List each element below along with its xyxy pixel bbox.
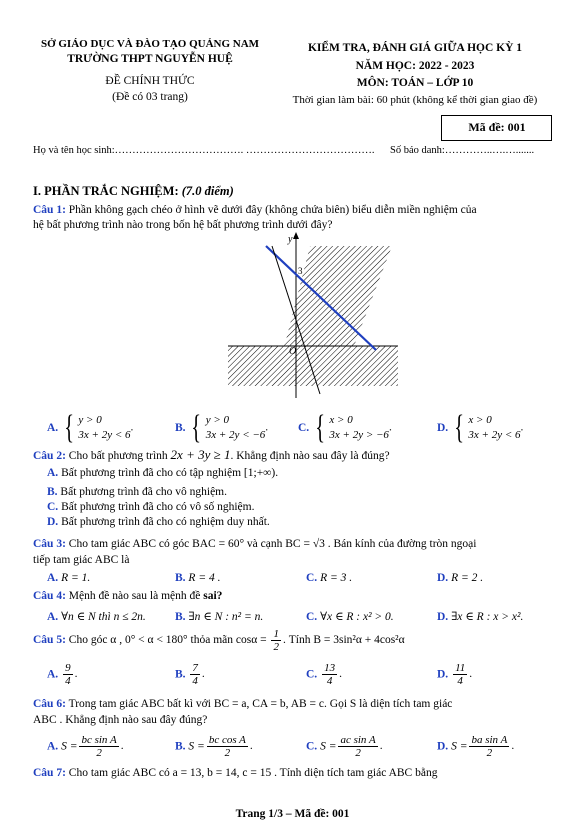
q3-option-c-text: R = 3 . bbox=[320, 572, 353, 584]
q5-option-b-den: 4 bbox=[192, 675, 198, 687]
q1-option-c-letter: C. bbox=[298, 422, 310, 434]
q3-option-a bbox=[47, 572, 90, 584]
q1-option-a-line1: y > 0 bbox=[78, 414, 102, 426]
student-name-line: Họ và tên học sinh:………………………………. ………………………………. bbox=[33, 145, 375, 156]
q5-option-b: B. $\frac{7}{4}$ . bbox=[175, 662, 205, 687]
q4-option-d-letter: D. bbox=[437, 611, 449, 623]
q4-option-c-text: ∀x ∈ R : x² > 0. bbox=[320, 611, 394, 623]
q5-option-d-letter: D. bbox=[437, 668, 449, 681]
q6-stem-1 bbox=[33, 698, 452, 710]
q6-option-a-letter: A. bbox=[47, 740, 59, 753]
q3-option-c-letter: C. bbox=[306, 572, 318, 584]
exam-title: KIỂM TRA, ĐÁNH GIÁ GIỮA HỌC KỲ 1 bbox=[307, 42, 523, 54]
q5-option-d-num: 11 bbox=[455, 662, 466, 674]
y-tick-label: 3 bbox=[298, 266, 303, 276]
q3-option-b-text: R = 4 . bbox=[188, 572, 221, 584]
page-count-note: (Đề có 03 trang) bbox=[112, 91, 188, 103]
q3-option-b-letter: B. bbox=[175, 572, 186, 584]
q5-option-c-letter: C. bbox=[306, 668, 318, 681]
hatched-region-bottom bbox=[228, 346, 398, 386]
q2-option-a-letter: A. bbox=[47, 467, 59, 479]
q2-label: Câu 2: bbox=[33, 450, 66, 462]
q6-option-d: D. S = $\frac{\text{ba sin A}}{2}$ . bbox=[437, 734, 515, 759]
q5-option-c-den: 4 bbox=[326, 675, 333, 687]
q5-option-b-num: 7 bbox=[192, 662, 198, 674]
origin-label: O bbox=[289, 346, 297, 357]
q2-option-c-letter: C. bbox=[47, 501, 59, 513]
q1-label: Câu 1: bbox=[33, 204, 66, 216]
q5-option-a-den: 4 bbox=[65, 675, 71, 687]
q1-option-b: B. { y > 0 3x + 2y < −6 . bbox=[175, 409, 269, 446]
q3-option-b bbox=[175, 572, 220, 584]
q6-option-a-lhs: S = bbox=[61, 740, 78, 753]
q3-option-a-letter: A. bbox=[47, 572, 59, 584]
q5-label: Câu 5: bbox=[33, 634, 66, 647]
q6-option-a: A. S = $\frac{\text{bc sin A}}{2}$ . bbox=[47, 734, 124, 759]
q1-option-c: C. { x > 0 3x + 2y > −6 . bbox=[298, 409, 392, 446]
q4-stem bbox=[33, 590, 222, 602]
q4-option-a-text: ∀n ∈ N thì n ≤ 2n. bbox=[61, 611, 146, 623]
q2-option-c-text: Bất phương trình đã cho có vô số nghiệm. bbox=[61, 501, 255, 513]
q4-option-b-letter: B. bbox=[175, 611, 186, 623]
q6-option-b: B. S = $\frac{\text{bc cos A}}{2}$ . bbox=[175, 734, 253, 759]
q2-text-post: . Khẳng định nào sau đây là đúng? bbox=[230, 450, 390, 462]
q2-option-b bbox=[47, 486, 227, 498]
q6-option-c-num: ac sin A bbox=[340, 734, 376, 746]
q1-text-line1 bbox=[33, 204, 477, 216]
q6-label: Câu 6: bbox=[33, 698, 66, 710]
q2-option-a-text: Bất phương trình đã cho có tập nghiệm [1;+∞). bbox=[61, 467, 279, 479]
q1-graph bbox=[222, 232, 400, 400]
q1-option-c-line1: x > 0 bbox=[329, 414, 353, 426]
q2-option-a bbox=[47, 467, 278, 479]
q6-option-a-num: bc sin A bbox=[81, 734, 117, 746]
q6-option-b-den: 2 bbox=[224, 747, 231, 759]
section-title-text: I. PHẦN TRẮC NGHIỆM: bbox=[33, 184, 179, 198]
q6-text-1: Trong tam giác ABC bất kì với BC = a, CA = b, AB = c. Gọi S là diện tích tam giác bbox=[68, 698, 453, 710]
q3-option-d-text: R = 2 . bbox=[451, 572, 484, 584]
q2-option-d-letter: D. bbox=[47, 516, 59, 528]
q2-expr: 2x + 3y ≥ 1 bbox=[170, 447, 231, 462]
q4-option-a-letter: A. bbox=[47, 611, 59, 623]
q4-option-c bbox=[306, 609, 394, 623]
q2-option-b-letter: B. bbox=[47, 486, 58, 498]
q1-option-d: D. { x > 0 3x + 2y < 6 . bbox=[437, 409, 524, 446]
y-axis-label: y bbox=[288, 234, 293, 245]
q6-option-d-den: 2 bbox=[486, 747, 493, 759]
q5-option-a: A. $\frac{9}{4}$ . bbox=[47, 662, 78, 687]
q4-text: Mệnh đề nào sau là mệnh đề bbox=[68, 590, 201, 602]
q2-option-c bbox=[47, 501, 254, 513]
y-axis-arrow bbox=[293, 232, 299, 239]
exam-code: Mã đề: 001 bbox=[468, 120, 526, 134]
q3-option-c bbox=[306, 572, 352, 584]
q4-label: Câu 4: bbox=[33, 590, 66, 602]
school-name: TRƯỜNG THPT NGUYỄN HUỆ bbox=[67, 53, 233, 65]
q6-option-c: C. S = $\frac{\text{ac sin A}}{2}$ . bbox=[306, 734, 383, 759]
q5-option-b-letter: B. bbox=[175, 668, 186, 681]
q5-option-a-num: 9 bbox=[65, 662, 71, 674]
q5-option-c-num: 13 bbox=[324, 662, 336, 674]
q6-option-c-letter: C. bbox=[306, 740, 318, 753]
q3-option-d-letter: D. bbox=[437, 572, 449, 584]
department-name: SỞ GIÁO DỤC VÀ ĐÀO TẠO QUẢNG NAM bbox=[40, 38, 260, 50]
q5-text-post: . Tính B = 3sin²α + 4cos²α bbox=[282, 634, 405, 647]
q6-option-a-den: 2 bbox=[96, 747, 102, 759]
q4-option-c-letter: C. bbox=[306, 611, 318, 623]
q6-option-d-letter: D. bbox=[437, 740, 449, 753]
q6-option-c-lhs: S = bbox=[320, 740, 337, 753]
q7-label: Câu 7: bbox=[33, 767, 66, 779]
q3-option-d bbox=[437, 572, 483, 584]
q2-option-d bbox=[47, 516, 270, 528]
q3-stem-2: tiếp tam giác ABC là bbox=[33, 554, 130, 566]
q4-option-d bbox=[437, 609, 523, 623]
q2-option-b-text: Bất phương trình đã cho vô nghiệm. bbox=[60, 486, 228, 498]
q6-stem-2: ABC . Khẳng định nào sau đây đúng? bbox=[33, 714, 208, 726]
q2-option-d-text: Bất phương trình đã cho có nghiệm duy nhất. bbox=[61, 516, 270, 528]
q6-option-b-letter: B. bbox=[175, 740, 186, 753]
q3-text-1: Cho tam giác ABC có góc BAC = 60° và cạnh BC = √3 . Bán kính của đường tròn ngoại bbox=[68, 538, 477, 550]
q6-option-b-num: bc cos A bbox=[208, 734, 246, 746]
q4-option-b bbox=[175, 609, 263, 623]
q1-option-a-letter: A. bbox=[47, 422, 59, 434]
q3-option-a-text: R = 1. bbox=[61, 572, 91, 584]
q4-option-d-text: ∃x ∈ R : x > x². bbox=[451, 611, 524, 623]
q3-stem-1 bbox=[33, 538, 476, 550]
q5-option-d-den: 4 bbox=[457, 675, 463, 687]
q6-option-b-lhs: S = bbox=[188, 740, 205, 753]
q3-label: Câu 3: bbox=[33, 538, 66, 550]
official-label: ĐỀ CHÍNH THỨC bbox=[105, 75, 195, 87]
q1-stem-1: Phần không gạch chéo ở hình vẽ dưới đây (không chứa biên) biểu diễn miền nghiệm của bbox=[68, 204, 477, 216]
q1-option-d-line1: x > 0 bbox=[468, 414, 492, 426]
q5-frac-num: 1 bbox=[273, 628, 279, 640]
q6-option-d-num: ba sin A bbox=[471, 734, 508, 746]
q1-option-b-line2: 3x + 2y < −6 bbox=[205, 429, 266, 441]
q5-frac-den: 2 bbox=[273, 641, 279, 653]
q6-option-d-lhs: S = bbox=[451, 740, 468, 753]
time-note: Thời gian làm bài: 60 phút (không kể thời gian giao đề) bbox=[292, 94, 538, 106]
q4-emphasis: sai? bbox=[203, 590, 223, 602]
q1-option-b-letter: B. bbox=[175, 422, 186, 434]
q2-text-pre: Cho bất phương trình bbox=[68, 450, 168, 462]
q1-option-c-line2: 3x + 2y > −6 bbox=[329, 429, 389, 441]
q5-option-c: C. $\frac{13}{4}$ . bbox=[306, 662, 342, 687]
section-title bbox=[33, 184, 234, 199]
q1-option-a-line2: 3x + 2y < 6 bbox=[78, 429, 131, 441]
q6-option-c-den: 2 bbox=[355, 747, 361, 759]
q4-option-a bbox=[47, 609, 146, 623]
q1-option-d-letter: D. bbox=[437, 422, 449, 434]
page-footer: Trang 1/3 – Mã đề: 001 bbox=[235, 808, 350, 820]
student-id-line: Số báo danh:…………..….…....... bbox=[390, 145, 535, 156]
q7-text: Cho tam giác ABC có a = 13, b = 14, c = 15 . Tính diện tích tam giác ABC bằng bbox=[68, 767, 438, 779]
q7-stem bbox=[33, 767, 437, 779]
q4-option-b-text: ∃n ∈ N : n² = n. bbox=[188, 611, 264, 623]
q1-option-d-line2: 3x + 2y < 6 bbox=[468, 429, 521, 441]
q2-stem bbox=[33, 447, 390, 463]
q5-option-a-letter: A. bbox=[47, 668, 59, 681]
q1-option-b-line1: y > 0 bbox=[205, 414, 230, 426]
q5-stem bbox=[33, 628, 405, 653]
subject: MÔN: TOÁN – LỚP 10 bbox=[356, 77, 474, 89]
q1-option-a: A. { y > 0 3x + 2y < 6 . bbox=[47, 409, 134, 446]
section-points: (7.0 điểm) bbox=[181, 184, 234, 198]
q1-stem-2: hệ bất phương trình nào trong bốn hệ bất phương trình dưới đây? bbox=[33, 219, 333, 231]
school-year: NĂM HỌC: 2022 - 2023 bbox=[355, 60, 475, 72]
q5-text-pre: Cho góc α , 0° < α < 180° thỏa mãn cosα = bbox=[68, 634, 267, 647]
q5-option-d: D. $\frac{11}{4}$ . bbox=[437, 662, 473, 687]
